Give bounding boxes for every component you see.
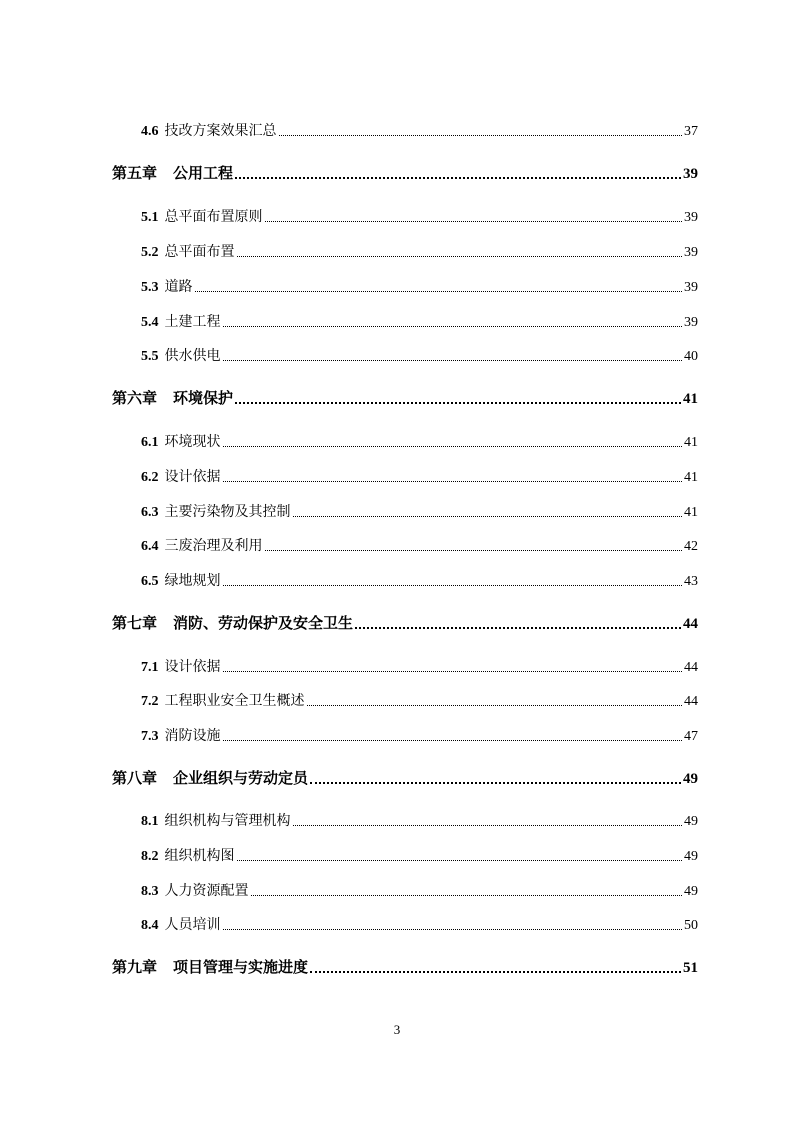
toc-entry-title: 总平面布置 bbox=[164, 245, 235, 260]
toc-dot-leader bbox=[195, 290, 683, 292]
page-number: 3 bbox=[393, 1022, 401, 1037]
toc-entry-number: 6.2 bbox=[141, 470, 159, 485]
toc-chapter-entry[interactable] bbox=[0, 161, 794, 183]
toc-entry-page-number: 49 bbox=[684, 814, 698, 829]
toc-entry-title: 项目管理与实施进度 bbox=[173, 960, 309, 976]
toc-dot-leader bbox=[223, 445, 683, 447]
toc-entry-page-number: 41 bbox=[684, 435, 698, 450]
toc-entry-number: 5.2 bbox=[141, 245, 159, 260]
toc-entry-number: 5.1 bbox=[141, 210, 159, 225]
toc-entry-page-number: 39 bbox=[684, 245, 698, 260]
toc-entry-page-number: 41 bbox=[684, 505, 698, 520]
toc-entry-number: 4.6 bbox=[141, 124, 159, 139]
toc-chapter-entry[interactable] bbox=[0, 766, 794, 788]
toc-section-entry[interactable] bbox=[0, 343, 794, 365]
toc-entry-page-number: 51 bbox=[683, 960, 698, 976]
toc-entry-title: 设计依据 bbox=[164, 470, 221, 485]
toc-dot-leader bbox=[235, 401, 681, 404]
toc-dot-leader bbox=[223, 739, 683, 741]
toc-entry-number: 8.3 bbox=[141, 884, 159, 899]
toc-dot-leader bbox=[310, 781, 681, 784]
toc-section-entry[interactable] bbox=[0, 239, 794, 261]
toc-section-entry[interactable] bbox=[0, 204, 794, 226]
toc-entry-number: 5.4 bbox=[141, 315, 159, 330]
toc-dot-leader bbox=[223, 359, 683, 361]
toc-entry-number: 第六章 bbox=[112, 391, 158, 407]
toc-dot-leader bbox=[223, 584, 683, 586]
toc-entry-number: 第九章 bbox=[112, 960, 158, 976]
toc-section-entry[interactable] bbox=[0, 654, 794, 676]
toc-chapter-entry[interactable] bbox=[0, 386, 794, 408]
toc-dot-leader bbox=[235, 176, 681, 179]
toc-entry-title: 供水供电 bbox=[164, 349, 221, 364]
toc-entry-page-number: 39 bbox=[684, 280, 698, 295]
toc-entry-title: 组织机构与管理机构 bbox=[164, 814, 291, 829]
toc-entry-page-number: 49 bbox=[683, 771, 698, 787]
toc-dot-leader bbox=[307, 704, 683, 706]
toc-entry-page-number: 37 bbox=[684, 124, 698, 139]
toc-section-entry[interactable] bbox=[0, 499, 794, 521]
toc-section-entry[interactable] bbox=[0, 688, 794, 710]
toc-section-entry[interactable] bbox=[0, 464, 794, 486]
toc-dot-leader bbox=[237, 255, 683, 257]
toc-entry-page-number: 39 bbox=[684, 315, 698, 330]
toc-entry-page-number: 44 bbox=[684, 694, 698, 709]
toc-entry-number: 第八章 bbox=[112, 771, 158, 787]
toc-entry-number: 6.3 bbox=[141, 505, 159, 520]
toc-entry-title: 设计依据 bbox=[164, 660, 221, 675]
toc-dot-leader bbox=[223, 928, 683, 930]
toc-entry-title: 技改方案效果汇总 bbox=[164, 124, 277, 139]
toc-section-entry[interactable] bbox=[0, 568, 794, 590]
toc-entry-page-number: 41 bbox=[683, 391, 698, 407]
toc-section-entry[interactable] bbox=[0, 723, 794, 745]
toc-entry-title: 消防、劳动保护及安全卫生 bbox=[173, 616, 354, 632]
toc-section-entry[interactable] bbox=[0, 878, 794, 900]
toc-entry-page-number: 44 bbox=[683, 616, 698, 632]
toc-entry-title: 道路 bbox=[164, 280, 193, 295]
toc-entry-title: 三废治理及利用 bbox=[164, 539, 263, 554]
toc-entry-title: 总平面布置原则 bbox=[164, 210, 263, 225]
toc-dot-leader bbox=[237, 859, 683, 861]
toc-dot-leader bbox=[223, 325, 683, 327]
toc-dot-leader bbox=[223, 480, 683, 482]
toc-entry-title: 土建工程 bbox=[164, 315, 221, 330]
toc-section-entry[interactable] bbox=[0, 912, 794, 934]
toc-dot-leader bbox=[293, 515, 683, 517]
toc-entry-page-number: 49 bbox=[684, 849, 698, 864]
toc-entry-title: 人员培训 bbox=[164, 918, 221, 933]
toc-entry-number: 6.1 bbox=[141, 435, 159, 450]
toc-entry-number: 8.4 bbox=[141, 918, 159, 933]
toc-entry-number: 6.4 bbox=[141, 539, 159, 554]
toc-entry-title: 人力资源配置 bbox=[164, 884, 249, 899]
toc-entry-number: 5.3 bbox=[141, 280, 159, 295]
toc-dot-leader bbox=[279, 134, 683, 136]
toc-entry-page-number: 49 bbox=[684, 884, 698, 899]
toc-section-entry[interactable] bbox=[0, 808, 794, 830]
toc-entry-number: 8.1 bbox=[141, 814, 159, 829]
toc-entry-title: 公用工程 bbox=[173, 166, 234, 182]
toc-entry-number: 5.5 bbox=[141, 349, 159, 364]
toc-entry-number: 8.2 bbox=[141, 849, 159, 864]
toc-section-entry[interactable] bbox=[0, 118, 794, 140]
toc-dot-leader bbox=[265, 549, 683, 551]
toc-section-entry[interactable] bbox=[0, 533, 794, 555]
toc-entry-page-number: 43 bbox=[684, 574, 698, 589]
toc-entry-page-number: 39 bbox=[684, 210, 698, 225]
toc-entry-number: 第五章 bbox=[112, 166, 158, 182]
toc-entry-title: 工程职业安全卫生概述 bbox=[164, 694, 305, 709]
toc-entry-page-number: 40 bbox=[684, 349, 698, 364]
toc-entry-number: 6.5 bbox=[141, 574, 159, 589]
toc-section-entry[interactable] bbox=[0, 309, 794, 331]
toc-entry-page-number: 50 bbox=[684, 918, 698, 933]
toc-dot-leader bbox=[355, 626, 681, 629]
toc-section-entry[interactable] bbox=[0, 274, 794, 296]
toc-entry-title: 主要污染物及其控制 bbox=[164, 505, 291, 520]
toc-entry-number: 7.3 bbox=[141, 729, 159, 744]
toc-entry-page-number: 42 bbox=[684, 539, 698, 554]
toc-entry-title: 消防设施 bbox=[164, 729, 221, 744]
toc-entry-page-number: 41 bbox=[684, 470, 698, 485]
toc-dot-leader bbox=[251, 894, 683, 896]
toc-section-entry[interactable] bbox=[0, 843, 794, 865]
toc-dot-leader bbox=[310, 970, 681, 973]
toc-entry-page-number: 39 bbox=[683, 166, 698, 182]
toc-entry-page-number: 47 bbox=[684, 729, 698, 744]
toc-entry-title: 绿地规划 bbox=[164, 574, 221, 589]
toc-dot-leader bbox=[265, 220, 683, 222]
toc-chapter-entry[interactable] bbox=[0, 611, 794, 633]
toc-entry-number: 7.1 bbox=[141, 660, 159, 675]
toc-entry-number: 7.2 bbox=[141, 694, 159, 709]
toc-dot-leader bbox=[293, 824, 683, 826]
toc-entry-title: 环境现状 bbox=[164, 435, 221, 450]
toc-chapter-entry[interactable] bbox=[0, 955, 794, 977]
toc-entry-page-number: 44 bbox=[684, 660, 698, 675]
toc-entry-title: 企业组织与劳动定员 bbox=[173, 771, 309, 787]
toc-entry-title: 组织机构图 bbox=[164, 849, 235, 864]
toc-entry-number: 第七章 bbox=[112, 616, 158, 632]
toc-section-entry[interactable] bbox=[0, 429, 794, 451]
toc-entry-title: 环境保护 bbox=[173, 391, 234, 407]
toc-dot-leader bbox=[223, 670, 683, 672]
